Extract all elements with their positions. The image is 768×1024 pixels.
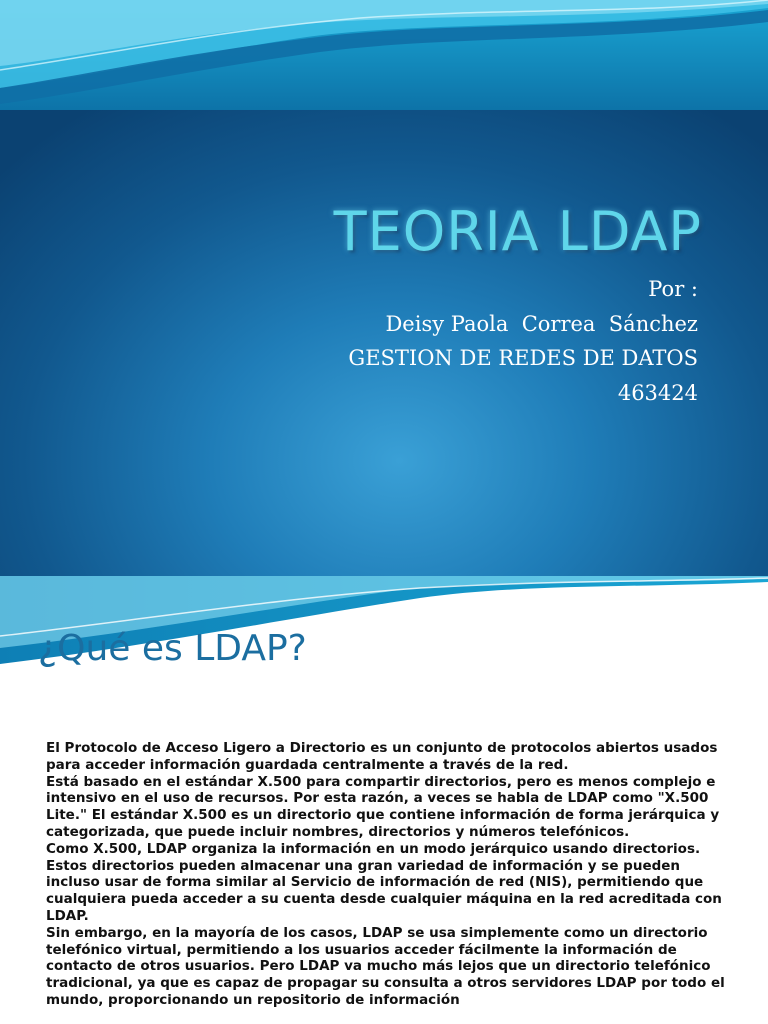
paragraph: Como X.500, LDAP organiza la información en un modo jerárquico usando directorios. Estos directorios pueden almacenar una gran variedad de información y se pueden incluso usar de forma similar al Servicio de información de red (NIS), permitiendo que cualquiera pueda acceder a su cuenta desde cualquier máquina en la red acreditada con LDAP. [46,840,722,924]
paragraph: Está basado en el estándar X.500 para compartir directorios, pero es menos complejo e intensivo en el uso de recursos. Por esta razón, a veces se habla de LDAP como "X.500 Lite." El estándar X.500 es un directorio que contiene información de forma jerárquica y categorizada, que puede incluir nombres, directorios y números telefónicos. [46,773,720,840]
subtitle-course: GESTION DE REDES DE DATOS [348,346,698,370]
body-text [46,740,726,1009]
paragraph: Sin embargo, en la mayoría de los casos, LDAP se usa simplemente como un directorio telefónico virtual, permitiendo a los usuarios acceder fácilmente la información de contacto de otros usuarios. Pero LDAP va mucho más lejos que un directorio telefónico tradicional, ya que es capaz de propagar su consulta a otros servidores LDAP por todo el mundo, proporcionando un repositorio de información [46,924,725,1008]
paragraph: El Protocolo de Acceso Ligero a Directorio es un conjunto de protocolos abiertos usados para acceder información guardada centralmente a través de la red. [46,740,718,773]
section-heading: ¿Qué es LDAP? [38,628,307,669]
wave-decoration-top [0,0,768,110]
slide-title: TEORIA LDAP [333,200,702,263]
content-slide [0,576,768,1024]
subtitle-block [348,272,698,410]
subtitle-author: Deisy Paola Correa Sánchez [385,311,698,336]
subtitle-code: 463424 [617,380,698,405]
subtitle-by: Por : [648,277,698,301]
